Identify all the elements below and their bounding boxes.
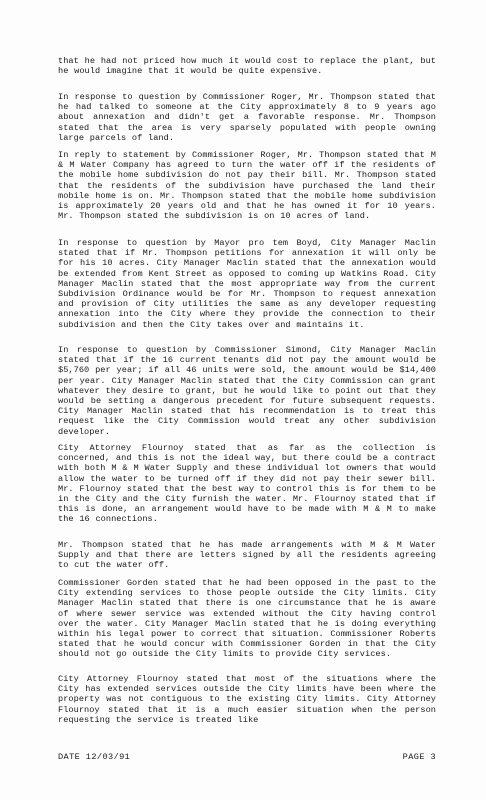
paragraph-attorney-situations: City Attorney Flournoy stated that most of the situations where the City has extended services outside the City limits have been where the property was not contiguous to the existing City limits. City Attorney Flournoy stated that it is a much easier situation when the person requesting the service is treated like	[58, 674, 436, 725]
paragraph-roger-statement: In reply to statement by Commissioner Roger, Mr. Thompson stated that M & M Water Company has agreed to turn the water off if the residents of the mobile home subdivision do not pay their bill. Mr. Thompson stated that the residents of the subdivision have purchased the land their mobile home is on. Mr. Thompson stated that the mobile home subdivision is approximately 20 years old and that he has owned it for 10 years. Mr. Thompson stated the subdivision is on 10 acres of land.	[58, 150, 436, 222]
paragraph-boyd-question: In response to question by Mayor pro tem Boyd, City Manager Maclin stated that if Mr. Thompson petitions for annexation it will only be for his 10 acres. City Manager Maclin stated that the annexation would be extended from Kent Street as opposed to coming up Watkins Road. City Manager Maclin stated that the most appropriate way from the current Subdivision Ordinance would be for Mr. Thompson to request annexation and provision of City utilities the same as any developer requesting annexation into the City where they provide the connection to their subdivision and then the City takes over and maintains it.	[58, 238, 436, 330]
paragraph-roger-question: In response to question by Commissioner Roger, Mr. Thompson stated that he had talked to someone at the City approximately 8 to 9 years ago about annexation and didn't get a favorable response. Mr. Thompson stated that the area is very sparsely populated with people owning large parcels of land.	[58, 92, 436, 143]
footer-page-number: PAGE 3	[402, 752, 436, 762]
paragraph-attorney-collection: City Attorney Flournoy stated that as far as the collection is concerned, and this is not the ideal way, but there could be a contract with both M & M Water Supply and these individual lot owners that would allow the water to be turned off if they did not pay their sewer bill. Mr. Flournoy stated that the best way to control this is for them to be in the City and the City furnish the water. Mr. Flournoy stated that if this is done, an arrangement would have to be made with M & M to make the 16 connections.	[58, 443, 436, 525]
footer-date: DATE 12/03/91	[58, 752, 131, 762]
paragraph-continuation: that he had not priced how much it would cost to replace the plant, but he would imagine that it would be quite expensive.	[58, 56, 436, 77]
paragraph-gorden-statement: Commissioner Gorden stated that he had been opposed in the past to the City extending services to those people outside the City limits. City Manager Maclin stated that there is one circumstance that he is aware of where sewer service was extended without the City having control over the water. City Manager Maclin stated that he is doing everything within his legal power to correct that situation. Commissioner Roberts stated that he would concur with Commissioner Gorden in that the City should not go outside the City limits to provide City services.	[58, 578, 436, 660]
paragraph-simond-question: In response to question by Commissioner Simond, City Manager Maclin stated that if the 16 current tenants did not pay the amount would be $5,760 per year; if all 46 units were sold, the amount would be $14,400 per year. City Manager Maclin stated that the City Commission can grant whatever they desire to grant, but he would like to point out that they would be setting a dangerous precedent for future subsequent requests. City Manager Maclin stated that his recommendation is to treat this request like the City Commission would treat any other subdivision developer.	[58, 345, 436, 437]
paragraph-thompson-arrangements: Mr. Thompson stated that he has made arrangements with M & M Water Supply and that there are letters signed by all the residents agreeing to cut the water off.	[58, 540, 436, 571]
